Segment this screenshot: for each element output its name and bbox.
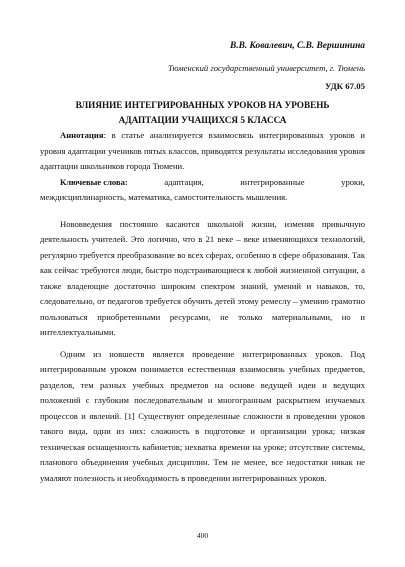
body-paragraph-1: Нововведения постоянно касаются школьной жизни, изменяя привычную деятельность учителей. Это логично, что в 21 веке – веке изменяющихся технологий, регулярно требуется преобразование во всех сферах, особенно в сфере образования. Так как сейчас требуются люди, быстро подстраивающиеся к любой жизненной ситуации, а также владеющие достаточно широким спектром знаний, умений и навыков, то, следовательно, от педагогов требуется обучить детей этому ремеслу – умению грамотно пользоваться приобретенными ресурсами, не только материальными, но и интеллектуальными.	[40, 218, 365, 337]
udk-code: УДК 67.05	[325, 81, 365, 91]
keyword-3: уроки,	[341, 176, 365, 187]
abstract	[40, 128, 365, 175]
body-paragraph-2: Одним из новшеств является проведение интегрированных уроков. Под интегрированным уроком понимается естественная взаимосвязь учебных предметов, разделов, тем разных учебных предметов на основе ведущей идеи и ведущих положений с глубоким последовательным и многогранным раскрытием изучаемых процессов и явлений. [1] Существуют определенные сложности в проведении уроков такого вида, одни из них: сложность в подготовке и организации урока; низкая техническая оснащенность кабинетов; нехватка времени на уроке; отсутствие системы, планового объединения учебных дисциплин. Тем не менее, все недостатки никак не умаляют полезность и необходимость в проведении интегрированных уроков.	[40, 348, 365, 483]
keywords-rest: междисциплинарность, математика, самостоятельность мышления.	[40, 192, 288, 202]
keyword-2: интегрированные	[240, 176, 305, 187]
title-line-2: АДАПТАЦИИ УЧАЩИХСЯ 5 КЛАССА	[118, 115, 287, 125]
keywords-first-line	[40, 175, 365, 191]
keywords-label: Ключевые слова:	[60, 176, 128, 187]
page-number: 400	[196, 531, 209, 540]
authors: В.В. Ковалевич, С.В. Вершинина	[230, 41, 365, 51]
abstract-label: Аннотация	[60, 130, 104, 140]
article-title	[40, 98, 365, 128]
affiliation: Тюменский государственный университет, г. Тюмень	[168, 63, 365, 73]
abstract-text: : в статье анализируется взаимосвязь интегрированных уроков и уровня адаптации учеников пятых классов, приводятся результаты исследования уровня адаптации школьников города Тюмени.	[40, 130, 365, 171]
title-line-1: ВЛИЯНИЕ ИНТЕГРИРОВАННЫХ УРОКОВ НА УРОВЕНЬ	[75, 100, 330, 110]
keyword-1: адаптация,	[164, 176, 204, 187]
